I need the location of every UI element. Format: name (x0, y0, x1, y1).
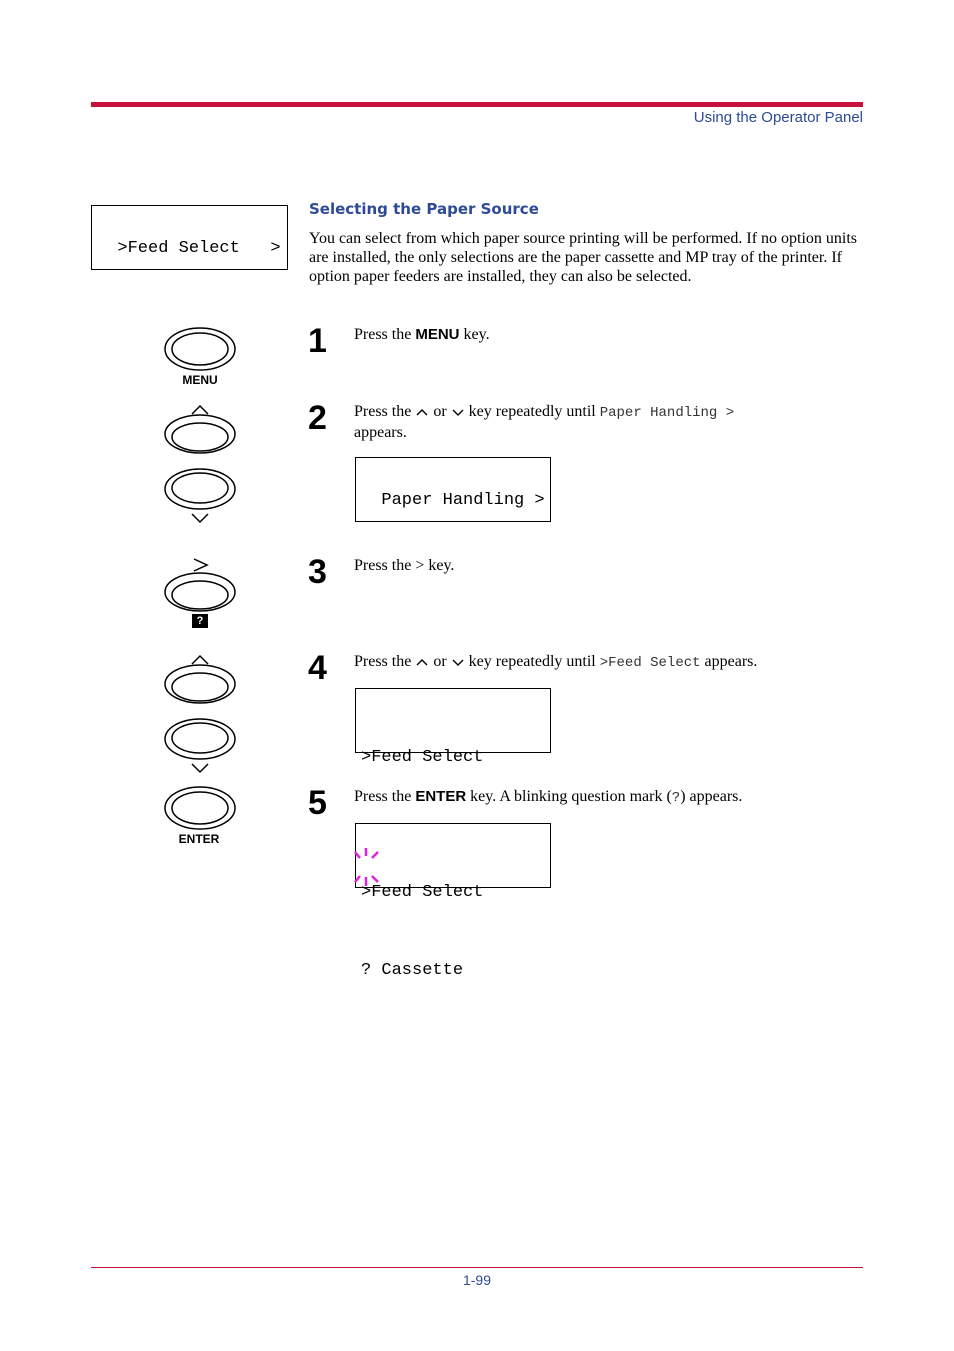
menu-key-label: MENU (182, 373, 218, 387)
down-key-icon (163, 467, 237, 525)
section-title: Selecting the Paper Source (309, 200, 539, 218)
lcd-text-reference: Paper Handling > (599, 405, 735, 421)
up-key-icon (163, 653, 237, 705)
lcd-display-step-5 (355, 823, 551, 980)
step-number: 4 (308, 649, 327, 687)
step-4-text: Press the or key repeatedly until >Feed Select appears. (354, 653, 758, 671)
lcd-line-1: >Feed Select (361, 883, 484, 902)
lcd-line-1: >Feed Select (361, 748, 484, 767)
menu-key-icon (163, 326, 237, 372)
header-rule (91, 102, 863, 107)
blinking-question-mark: ? (361, 961, 372, 980)
running-header: Using the Operator Panel (693, 109, 863, 126)
up-arrow-icon (415, 656, 429, 668)
step-number: 3 (308, 553, 327, 591)
help-badge: ? (192, 614, 208, 628)
right-key-icon (163, 556, 237, 614)
intro-paragraph: You can select from which paper source printing will be performed. If no option units are installed, the only selections are the paper cassette and MP tray of the printer. If option paper feeders are installed, they can also be selected. (309, 230, 858, 285)
step-5-text: Press the ENTER key. A blinking question mark (?) appears. (354, 788, 743, 806)
question-mark-reference: ? (671, 790, 681, 806)
up-arrow-icon (415, 406, 429, 418)
lcd-line-2: ? Cassette (361, 961, 464, 980)
menu-key-name: MENU (415, 326, 460, 343)
lcd-line-1: Paper Handling > (381, 491, 545, 510)
blink-indicator-icon (352, 846, 382, 888)
lcd-line-1: >Feed Select > (117, 239, 281, 258)
lcd-text-reference: >Feed Select (599, 655, 701, 671)
footer-rule (91, 1267, 863, 1268)
step-2-text: Press the or key repeatedly until Paper Handling > appears. (354, 403, 735, 441)
page-number: 1-99 (462, 1272, 492, 1288)
enter-key-icon (163, 785, 237, 831)
down-key-icon (163, 717, 237, 775)
step-number: 1 (308, 322, 327, 360)
step-number: 2 (308, 399, 327, 437)
step-number: 5 (308, 784, 327, 822)
lcd-display-step-4 (355, 688, 551, 767)
up-key-icon (163, 403, 237, 455)
enter-key-label: ENTER (178, 832, 220, 846)
lcd-display-step-2 (355, 457, 551, 522)
enter-key-name: ENTER (415, 788, 467, 805)
step-3-text: Press the > key. (354, 557, 455, 574)
down-arrow-icon (451, 656, 465, 668)
step-1-text: Press the MENU key. (354, 326, 490, 343)
lcd-display-main (91, 205, 288, 270)
down-arrow-icon (451, 406, 465, 418)
